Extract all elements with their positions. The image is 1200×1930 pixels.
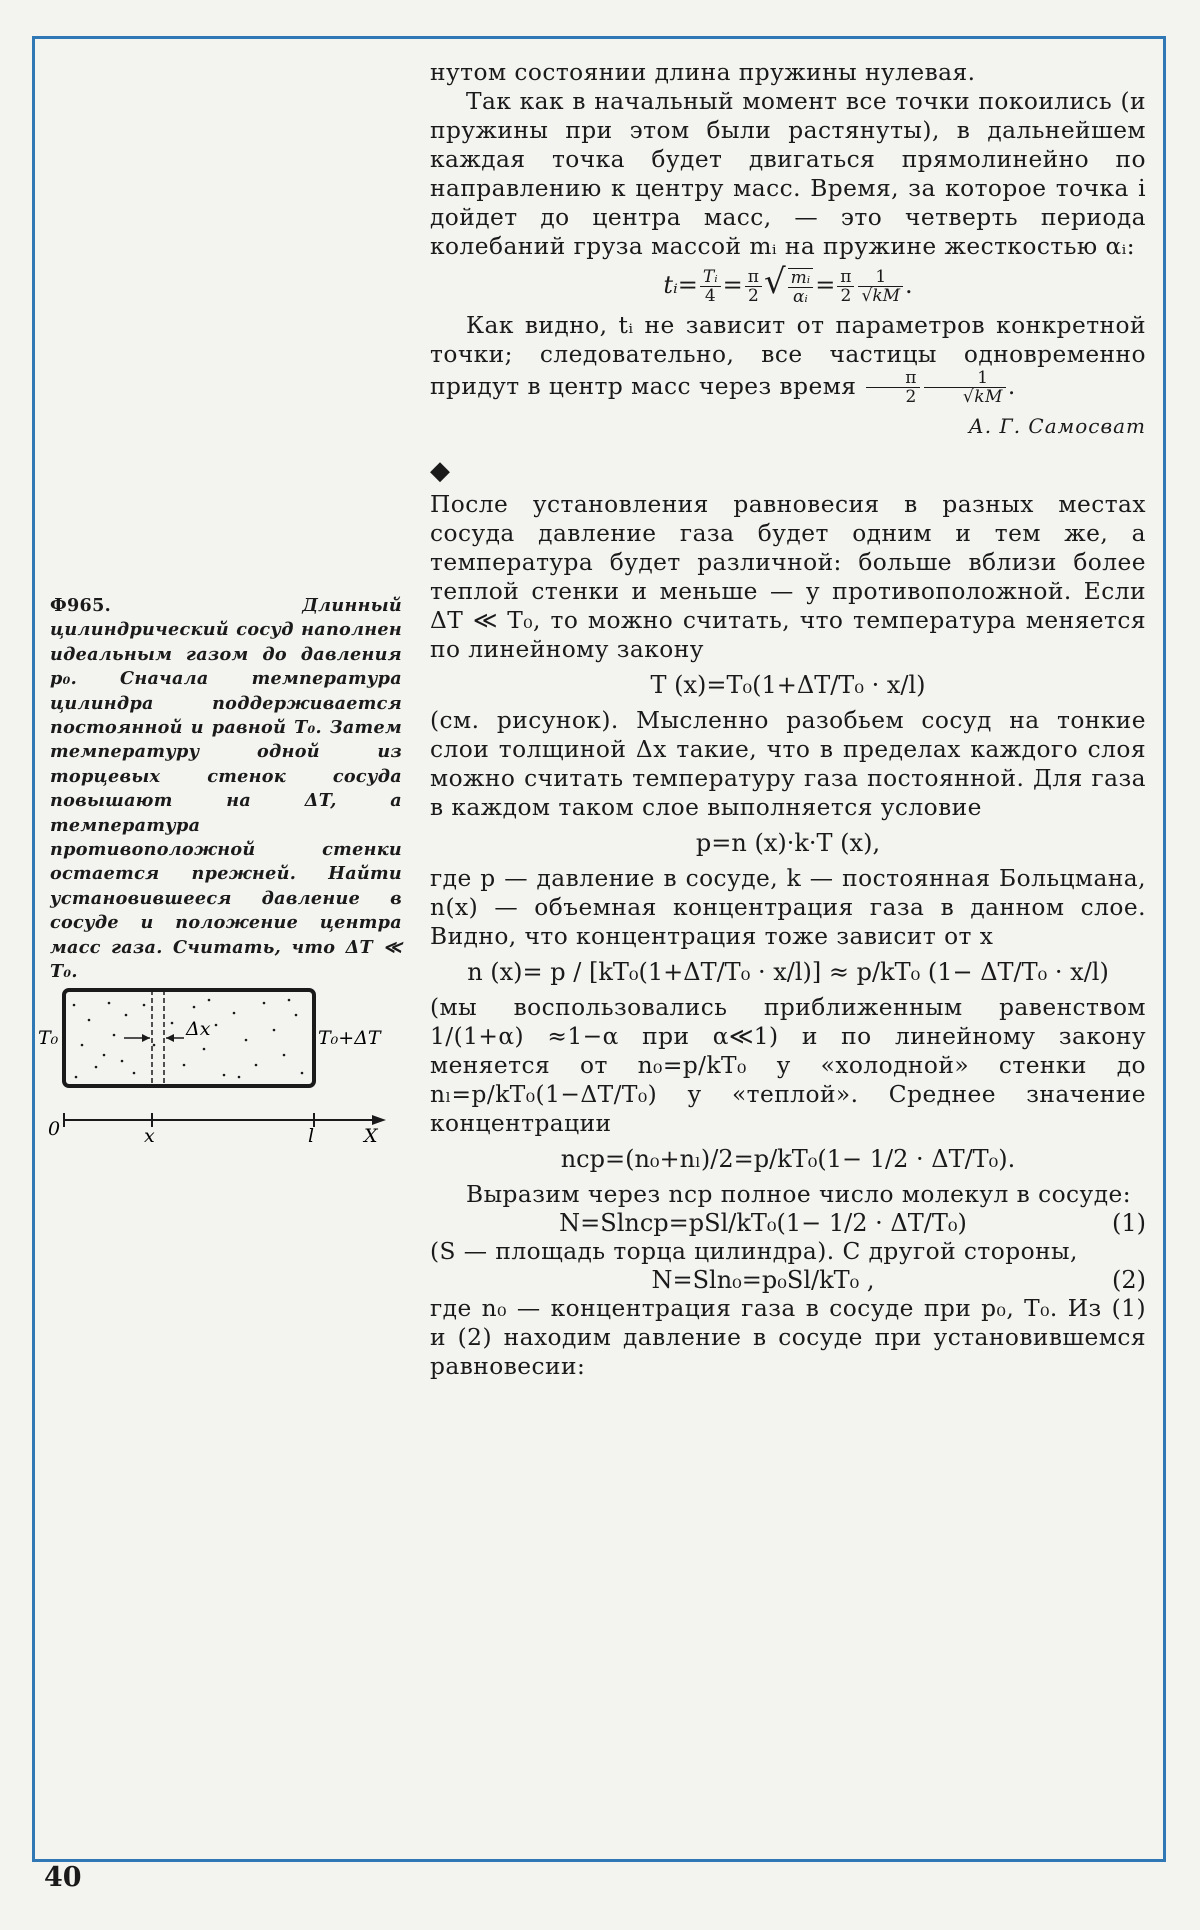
- eq-frac: [858, 268, 903, 305]
- frac-num: 1: [858, 268, 903, 287]
- top-p3: Как видно, tᵢ не зависит от параметров конкретной точки; следовательно, все частицы одновременно придут в центр масс через время $\frac{\pi}{2}$ $\frac{1}{√kM}$ .: [430, 311, 1146, 407]
- eq-frac: [788, 268, 814, 306]
- top-p3-text: Как видно, tᵢ не зависит от параметров конкретной точки; следовательно, все частицы одновременно придут в центр масс через время: [430, 311, 1146, 400]
- equation-mean-concentration: nср=(n₀+nₗ)/2=p/kT₀(1− 1/2 · ΔT/T₀).: [560, 1144, 1016, 1173]
- equation-1-body: N=Slnср=pSl/kT₀(1− 1/2 · ΔT/T₀): [559, 1208, 967, 1237]
- equation-1: [430, 1209, 1146, 1237]
- equation-temperature: T (x)=T₀(1+ΔT/T₀ · x/l): [650, 670, 926, 699]
- top-p2: Так как в начальный момент все точки покоились (и пружины при этом были растянуты), в дальнейшем каждая точка будет двигаться прямолинейно по направлению к центру масс. Время, за которое точка i дойдет до центра масс, — это четверть периода колебаний груза массой mᵢ на пружине жесткостью αᵢ:: [430, 88, 1146, 260]
- axis-arrow-icon: [372, 1115, 386, 1125]
- problem-text: Длинный цилиндрический сосуд наполнен идеальным газом до давления p₀. Сначала температура цилиндра поддерживается постоянной и равной T₀. Затем температуру одной из торцевых стенок сосуда повышают на ΔT, а температура противоположной стенки остается прежней. Найти установившееся давление в сосуде и положение центра масс газа. Считать, что ΔT ≪ T₀.: [50, 595, 402, 983]
- solution-p7: где n₀ — концентрация газа в сосуде при p₀, T₀. Из (1) и (2) находим давление в сосуде при установившемся равновесии:: [430, 1294, 1146, 1380]
- frac-den: 4: [704, 286, 716, 306]
- frac-den: αᵢ: [792, 286, 808, 307]
- solution-p2: (см. рисунок). Мысленно разобьем сосуд на тонкие слои толщиной Δx такие, что в пределах каждого слоя можно считать температуру газа постоянной. Для газа в каждом таком слое выполняется условие: [430, 706, 1146, 821]
- main-column: [430, 58, 1146, 1381]
- slice-label: Δx: [186, 1018, 211, 1040]
- frac-num: Tᵢ: [700, 268, 721, 287]
- solution-p6: (S — площадь торца цилиндра). С другой стороны,: [430, 1237, 1078, 1265]
- problem-id: Ф965.: [50, 595, 112, 616]
- solution-p4: (мы воспользовались приближенным равенством 1/(1+α) ≈1−α при α≪1) и по линейному закону меняется от n₀=p/kT₀ у «холодной» стенки до nₗ=p/kT₀(1−ΔT/T₀) у «теплой». Среднее значение концентрации: [430, 993, 1146, 1137]
- eq-frac: [866, 369, 920, 406]
- frac-num: π: [866, 369, 920, 388]
- frac-den: √kM: [861, 286, 901, 306]
- frac-den: 2: [905, 386, 917, 407]
- frac-num: π: [837, 268, 854, 287]
- problem-statement: [50, 594, 402, 985]
- frac-num: mᵢ: [788, 269, 814, 288]
- eq-lhs: tᵢ=: [663, 271, 698, 299]
- solution-p5: Выразим через nср полное число молекул в сосуде:: [466, 1180, 1132, 1208]
- arrowhead-icon: [166, 1034, 174, 1042]
- eq-frac: [924, 369, 1006, 406]
- eq-frac: [745, 268, 762, 305]
- origin-label: 0: [48, 1118, 61, 1140]
- equation-1-number: (1): [1112, 1208, 1146, 1237]
- left-temp-label: T₀: [38, 1027, 59, 1049]
- right-temp-label: T₀+ΔT: [318, 1027, 381, 1049]
- length-label: l: [308, 1125, 315, 1147]
- equation-2: [430, 1266, 1146, 1294]
- section-diamond-icon: ◆: [430, 455, 450, 486]
- frac-num: π: [745, 268, 762, 287]
- arrowhead-icon: [142, 1034, 150, 1042]
- frac-num: 1: [924, 369, 1006, 388]
- equation-2-number: (2): [1112, 1265, 1146, 1294]
- frac-den: 2: [747, 286, 759, 306]
- author: А. Г. Самосват: [968, 413, 1146, 438]
- solution-p1: После установления равновесия в разных местах сосуда давление газа будет одним и тем же, а температура будет различной: больше вблизи более теплой стенки и меньше — у противоположной. Если ΔT ≪ T₀, то можно считать, что температура меняется по линейному закону: [430, 490, 1146, 663]
- top-p1: нутом состоянии длина пружины нулевая.: [430, 59, 976, 86]
- equation-pressure: p=n (x)·k·T (x),: [695, 828, 881, 857]
- axis-label: X: [364, 1125, 378, 1147]
- equation-2-body: N=Sln₀=p₀Sl/kT₀ ,: [651, 1265, 875, 1294]
- frac-den: 2: [840, 286, 852, 306]
- frac-den: √kM: [962, 386, 1003, 407]
- cylinder-figure: [34, 985, 394, 1155]
- equation-ti: tᵢ= $\frac{\text{Tᵢ}}{4}$ = $\frac{\pi}{2}$ √ $\frac{\text{mᵢ}}{\text{αᵢ}}$ = $\frac{\pi}{2}$ $\frac{1}{√kM}$ .: [663, 262, 913, 307]
- x-position-label: x: [144, 1125, 155, 1147]
- eq-frac: [700, 268, 721, 305]
- solution-p3: где p — давление в сосуде, k — постоянная Больцмана, n(x) — объемная концентрация газа в данном слое. Видно, что концентрация тоже зависит от x: [430, 864, 1146, 950]
- page-number: 40: [44, 1862, 82, 1893]
- eq-frac: [837, 268, 854, 305]
- equation-concentration: n (x)= p / [kT₀(1+ΔT/T₀ · x/l)] ≈ p/kT₀ (1− ΔT/T₀ · x/l): [467, 957, 1109, 986]
